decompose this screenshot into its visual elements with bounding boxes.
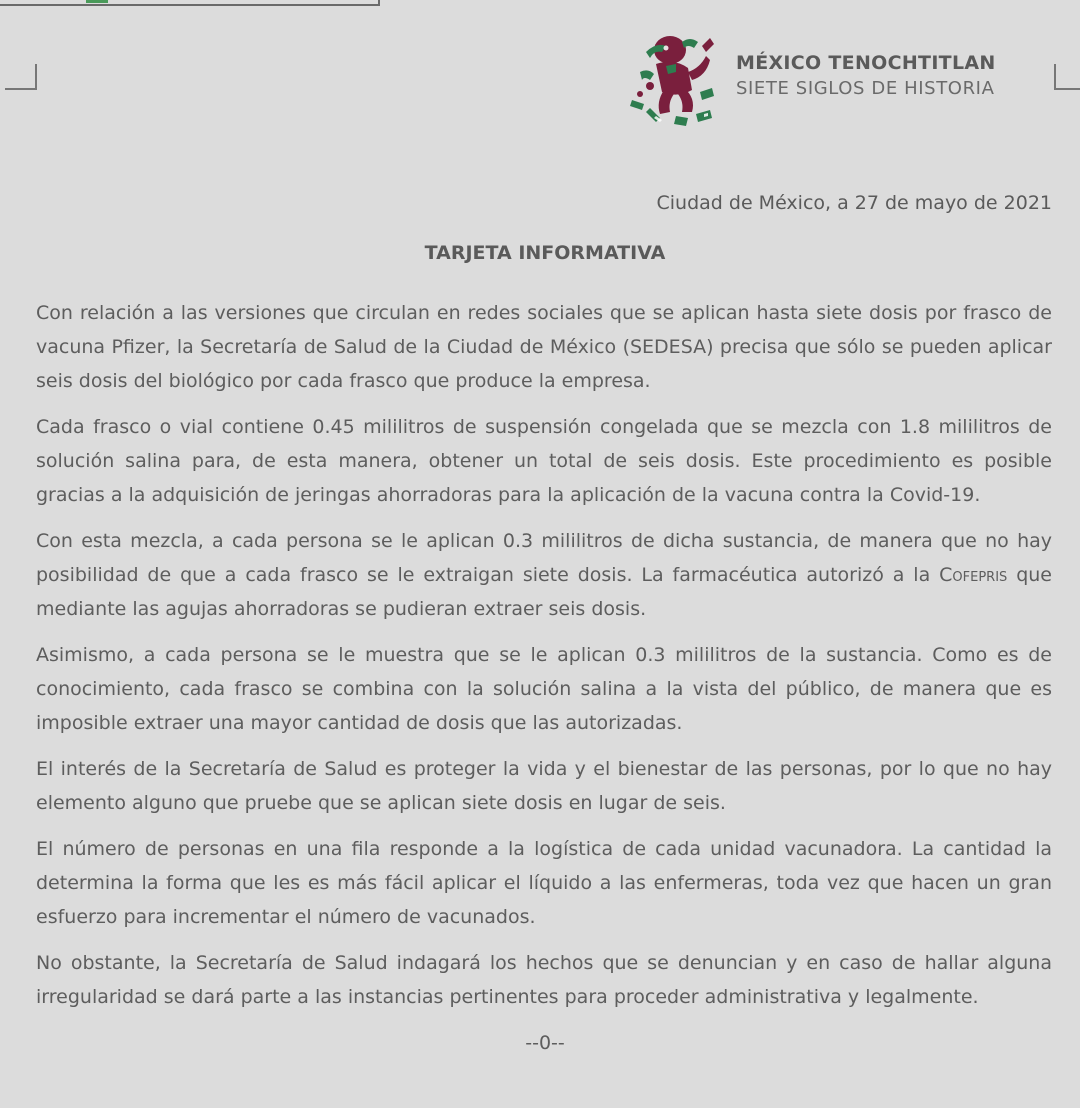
logo-wordmark — [736, 50, 996, 102]
paragraph-4: Asimismo, a cada persona se le muestra que se le aplican 0.3 mililitros de la sustancia. Como es de conocimiento, cada frasco se combina con la solución salina a la vista del público, de manera que es imposible extraer una mayor cantidad de dosis que las autorizadas. — [36, 644, 1052, 734]
aztec-glyph-icon — [626, 28, 722, 128]
closing-mark: --0-- — [525, 1032, 565, 1054]
paragraph-3-start: Con esta mezcla, a cada persona se le aplican 0.3 mililitros de dicha sustancia, de manera que no hay posibilidad de que a cada frasco se le extraigan siete dosis. La farmacéutica autorizó a la — [36, 530, 1052, 586]
paragraph-6: El número de personas en una fila responde a la logística de cada unidad vacunadora. La cantidad la determina la forma que les es más fácil aplicar el líquido a las enfermeras, toda vez que hacen un gran esfuerzo para incrementar el número de vacunados. — [36, 838, 1052, 928]
logo-subtitle: SIETE SIGLOS DE HISTORIA — [736, 78, 995, 99]
organization-name: Cofepris — [939, 564, 1008, 586]
crop-mark-left — [5, 64, 37, 90]
paragraph-2: Cada frasco o vial contiene 0.45 mililitros de suspensión congelada que se mezcla con 1.8 mililitros de solución salina para, de esta manera, obtener un total de seis dosis. Este procedimiento es posible gracias a la adquisición de jeringas ahorradoras para la aplicación de la vacuna contra la Covid-19. — [36, 416, 1052, 506]
paragraph-3 — [36, 524, 1052, 626]
paragraph-7: No obstante, la Secretaría de Salud indagará los hechos que se denuncian y en caso de hallar alguna irregularidad se dará parte a las instancias pertinentes para proceder administrativa y legalmente. — [36, 952, 1052, 1008]
top-edge-bar — [0, 0, 380, 6]
document-date: Ciudad de México, a 27 de mayo de 2021 — [656, 192, 1052, 214]
document-title: TARJETA INFORMATIVA — [424, 242, 666, 264]
document-body — [36, 296, 1052, 1026]
crop-mark-right — [1054, 64, 1080, 90]
paragraph-5: El interés de la Secretaría de Salud es proteger la vida y el bienestar de las personas, por lo que no hay elemento alguno que pruebe que se aplican siete dosis en lugar de seis. — [36, 758, 1052, 814]
logo-title: MÉXICO TENOCHTITLAN — [736, 52, 996, 74]
paragraph-3-end: que mediante las agujas ahorradoras se pudieran extraer seis dosis. — [36, 564, 1052, 620]
paragraph-1: Con relación a las versiones que circulan en redes sociales que se aplican hasta siete dosis por frasco de vacuna Pfizer, la Secretaría de Salud de la Ciudad de México (SEDESA) precisa que sólo se pueden aplicar seis dosis del biológico por cada frasco que produce la empresa. — [36, 302, 1052, 392]
top-edge-accent — [86, 0, 108, 3]
